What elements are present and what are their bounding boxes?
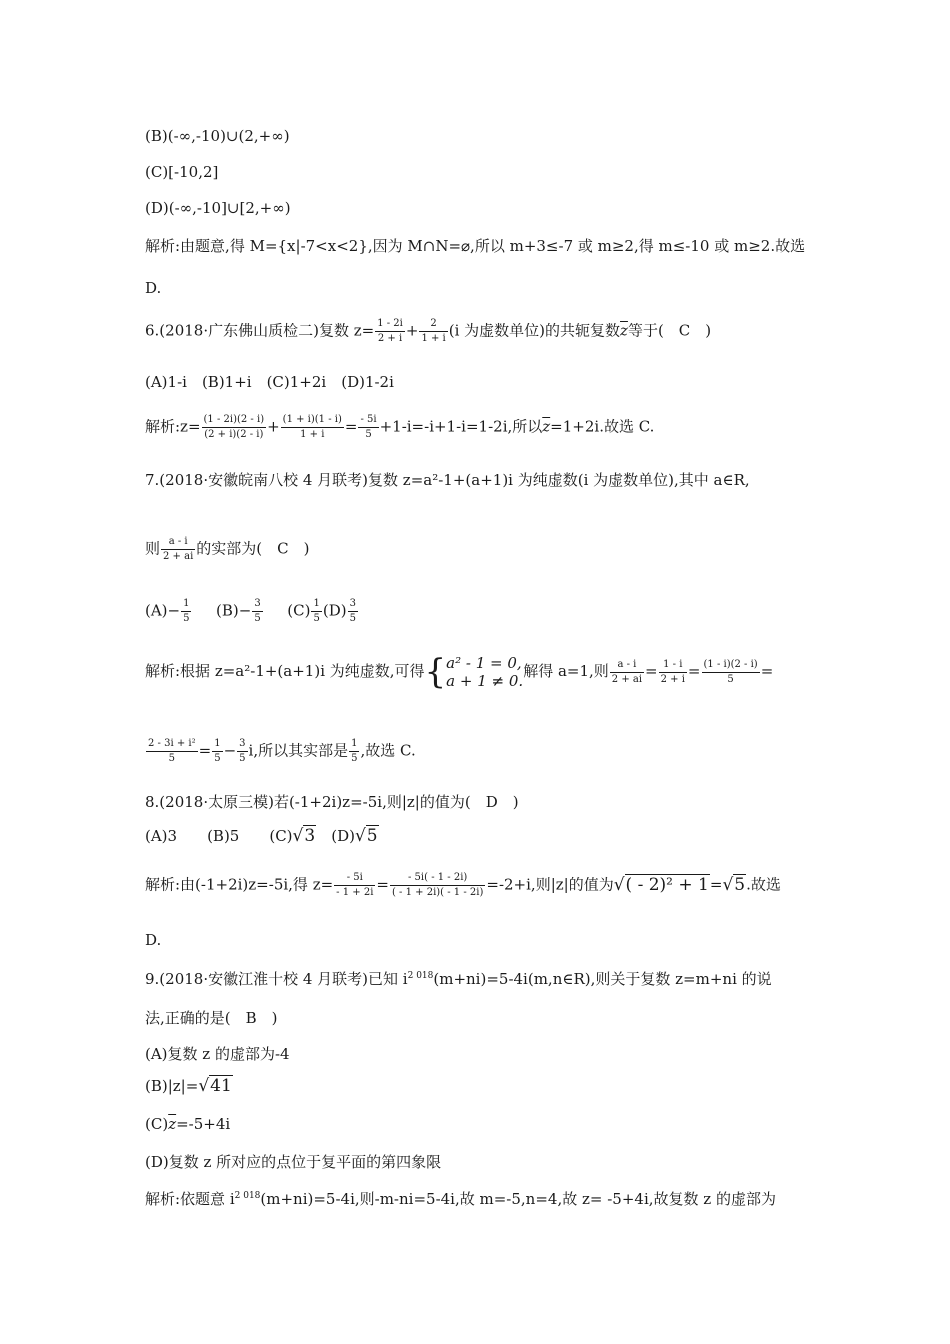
q9-exponent: 2 018	[407, 971, 434, 981]
question-6-options: (A)1-i (B)1+i (C)1+2i (D)1-2i	[145, 373, 394, 391]
q8-option-c-radicand: 3	[304, 826, 316, 846]
s7b-minus: −	[223, 741, 237, 760]
s6-plus: +	[267, 417, 280, 436]
fraction-numerator: 1	[212, 738, 222, 752]
s7-equals-2: =	[687, 662, 701, 680]
s7-fraction-2	[659, 659, 687, 686]
q9-option-b	[145, 1076, 233, 1096]
q8-option-d-label: (D)	[316, 827, 355, 845]
s8-fraction-2	[390, 872, 485, 899]
fraction-denominator: 1 + i	[421, 333, 446, 344]
s6-fraction-3	[358, 414, 378, 441]
question-8: 8.(2018·太原三模)若(-1+2i)z=-5i,则|z|的值为( D )	[145, 793, 519, 811]
fraction-numerator: - 5i	[334, 872, 375, 886]
fraction-denominator: 5	[727, 673, 734, 685]
solution-7	[145, 654, 773, 690]
q6-plus: +	[405, 321, 419, 340]
s8-radicand-2: 5	[734, 874, 746, 895]
s8-fraction-1	[334, 872, 375, 899]
q6-prefix: 6.(2018·广东佛山质检二)复数 z=	[145, 321, 375, 340]
fraction-numerator: 1	[181, 598, 191, 612]
s8-middle: =-2+i,则|z|的值为	[486, 875, 614, 894]
s8-equals-1: =	[376, 875, 389, 894]
solution-5-line: 解析:由题意,得 M={x|-7<x<2},因为 M∩N=⌀,所以 m+3≤-7 或 m≥2,得 m≤-10 或 m≥2.故选	[145, 237, 806, 255]
fraction-numerator: 3	[348, 598, 358, 612]
fraction-numerator: 1	[311, 598, 321, 612]
s6-suffix: =1+2i.故选 C.	[550, 417, 655, 436]
solution-7-continued	[145, 738, 416, 765]
q7-option-d: (D)	[322, 601, 347, 620]
fraction-numerator: 3	[237, 738, 247, 752]
fraction-numerator: 1	[349, 738, 359, 752]
fraction-numerator: - 5i( - 1 - 2i)	[390, 872, 485, 886]
q9-option-c-label: (C)	[145, 1115, 169, 1133]
question-7-options	[145, 598, 359, 625]
s7b-fraction-2	[212, 738, 222, 765]
q6-conjugate-z: $\overline{z}$	[620, 321, 628, 340]
fraction-denominator: 2 + ai	[163, 551, 194, 562]
sqrt-icon: √5	[722, 874, 746, 895]
s7-system	[446, 654, 523, 690]
fraction-denominator: 2 + ai	[611, 673, 643, 685]
s8-equals-2: =	[709, 875, 723, 894]
s7b-suffix: ,故选 C.	[360, 741, 416, 760]
fraction-denominator: 2 + i	[660, 673, 685, 685]
s7b-fraction-4	[349, 738, 359, 765]
fraction-denominator: 5	[239, 753, 246, 764]
option-b-line: (B)(-∞,-10)∪(2,+∞)	[145, 127, 290, 145]
q8-options-ab: (A)3 (B)5 (C)	[145, 827, 293, 845]
s7b-equals: =	[198, 741, 212, 760]
fraction-denominator: (2 + i)(2 - i)	[204, 429, 264, 440]
q8-option-d-radicand: 5	[366, 826, 378, 846]
fraction-numerator: 2	[419, 318, 447, 332]
s7b-fraction-1	[146, 738, 198, 765]
s9-prefix: 解析:依题意 i	[145, 1190, 235, 1208]
fraction-numerator: 3	[252, 598, 262, 612]
option-d-line: (D)(-∞,-10]∪[2,+∞)	[145, 199, 291, 217]
s9-exponent: 2 018	[234, 1191, 261, 1201]
fraction-numerator: - 5i	[358, 414, 378, 428]
s9-suffix: (m+ni)=5-4i,则-m-ni=5-4i,故 m=-5,n=4,故 z= -5+4i,故复数 z 的虚部为	[260, 1190, 776, 1208]
q7-option-b-fraction	[252, 598, 262, 625]
q7-option-c-fraction	[311, 598, 321, 625]
sqrt-icon: √5	[354, 826, 378, 846]
s7-middle: 解得 a=1,则	[523, 662, 609, 680]
fraction-denominator: 1 + i	[300, 429, 325, 440]
q7-fraction	[161, 536, 195, 563]
q9-option-c	[145, 1114, 230, 1134]
question-6	[145, 318, 711, 345]
fraction-denominator: 5	[349, 613, 356, 624]
solution-8-answer: D.	[145, 931, 162, 949]
q9-prefix: 9.(2018·安徽江淮十校 4 月联考)已知 i	[145, 970, 408, 988]
fraction-denominator: 5	[183, 613, 190, 624]
s7-equals-3: =	[760, 662, 774, 680]
q6-middle: (i 为虚数单位)的共轭复数	[448, 321, 621, 340]
sqrt-icon: √( - 2)² + 1	[613, 874, 709, 895]
fraction-numerator: (1 - i)(2 - i)	[702, 659, 760, 673]
fraction-numerator: 2 - 3i + i²	[146, 738, 198, 752]
fraction-denominator: 5	[168, 753, 175, 764]
s7-system-eq2: a + 1 ≠ 0.	[446, 672, 524, 690]
s6-fraction-2	[281, 414, 344, 441]
solution-8	[145, 872, 781, 899]
s7-fraction-1	[610, 659, 644, 686]
q7-option-b: (B)−	[216, 601, 252, 620]
fraction-numerator: (1 + i)(1 - i)	[281, 414, 344, 428]
solution-6	[145, 414, 654, 441]
s8-suffix: .故选	[746, 875, 781, 894]
sqrt-icon: √3	[292, 826, 316, 846]
question-7: 7.(2018·安徽皖南八校 4 月联考)复数 z=a²-1+(a+1)i 为纯虚数(i 为虚数单位),其中 a∈R,	[145, 471, 750, 489]
s7-fraction-3	[702, 659, 760, 686]
q7-option-c: (C)	[287, 601, 311, 620]
s6-equals: =	[344, 417, 358, 436]
q9-option-c-value: =-5+4i	[176, 1115, 231, 1133]
s7-prefix: 解析:根据 z=a²-1+(a+1)i 为纯虚数,可得	[145, 662, 425, 680]
q7-prefix: 则	[145, 539, 161, 558]
s7b-middle: i,所以其实部是	[248, 741, 349, 760]
question-9	[145, 966, 772, 989]
solution-5-answer: D.	[145, 279, 162, 297]
fraction-numerator: a - i	[161, 536, 195, 550]
fraction-denominator: 5	[214, 753, 221, 764]
fraction-denominator: - 1 + 2i	[336, 887, 374, 898]
fraction-denominator: 2 + i	[377, 333, 403, 344]
q6-suffix: 等于( C )	[627, 321, 712, 340]
q7-option-d-fraction	[348, 598, 358, 625]
question-8-options	[145, 826, 379, 846]
s7b-fraction-3	[237, 738, 247, 765]
q9-conjugate-z: $\overline{z}$	[168, 1115, 177, 1133]
s6-fraction-1	[202, 414, 267, 441]
s7-equals-1: =	[645, 662, 658, 680]
s6-middle: +1-i=-i+1-i=1-2i,所以	[379, 417, 543, 436]
s6-prefix: 解析:z=	[145, 417, 201, 436]
q6-fraction-1	[375, 318, 405, 345]
q7-option-a: (A)−	[145, 601, 181, 620]
question-9-continued: 法,正确的是( B )	[145, 1009, 278, 1027]
q9-option-a: (A)复数 z 的虚部为-4	[145, 1045, 290, 1063]
sqrt-icon: √41	[198, 1076, 232, 1096]
q9-option-b-radicand: 41	[210, 1076, 232, 1096]
brace-icon: {	[424, 652, 447, 692]
q7-option-a-fraction	[181, 598, 191, 625]
fraction-denominator: ( - 1 + 2i)( - 1 - 2i)	[391, 887, 484, 898]
fraction-numerator: 1 - 2i	[375, 318, 405, 332]
s6-conjugate-z: $\overline{z}$	[542, 417, 551, 436]
fraction-numerator: a - i	[610, 659, 644, 673]
question-7-continued	[145, 536, 309, 563]
fraction-denominator: 5	[254, 613, 261, 624]
s7-system-eq1: a² - 1 = 0,	[446, 654, 522, 672]
s8-radicand: ( - 2)² + 1	[625, 874, 709, 895]
fraction-denominator: 5	[351, 753, 358, 764]
q9-option-b-label: (B)|z|=	[145, 1077, 199, 1095]
q9-option-d: (D)复数 z 所对应的点位于复平面的第四象限	[145, 1153, 442, 1171]
solution-9	[145, 1186, 776, 1209]
q9-suffix: (m+ni)=5-4i(m,n∈R),则关于复数 z=m+ni 的说	[433, 970, 772, 988]
fraction-denominator: 5	[365, 429, 372, 440]
q6-fraction-2	[419, 318, 447, 345]
s8-prefix: 解析:由(-1+2i)z=-5i,得 z=	[145, 875, 334, 894]
option-c-line: (C)[-10,2]	[145, 163, 219, 181]
fraction-denominator: 5	[313, 613, 320, 624]
fraction-numerator: 1 - i	[659, 659, 687, 673]
fraction-numerator: (1 - 2i)(2 - i)	[202, 414, 267, 428]
q7-suffix: 的实部为( C )	[196, 539, 310, 558]
